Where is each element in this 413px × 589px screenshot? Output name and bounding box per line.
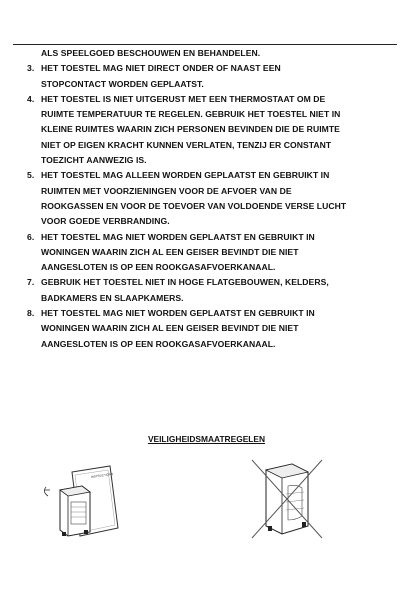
item-text-line: HET TOESTEL MAG NIET WORDEN GEPLAATST EN GEBRUIKT IN [41, 308, 315, 319]
safety-instructions-list [27, 46, 387, 352]
item-text-line: NIET OP EIGEN KRACHT KUNNEN VERLATEN, TENZIJ ER CONSTANT [41, 139, 332, 150]
item-text-line: HET TOESTEL MAG NIET WORDEN GEPLAATST EN GEBRUIKT IN [41, 231, 315, 242]
item-text-line: AANGESLOTEN IS OP EEN ROOKGASAFVOERKANAAL. [41, 262, 276, 273]
top-rule [13, 44, 397, 45]
item-text-line: RUIMTE TEMPERATUUR TE REGELEN. GEBRUIK HET TOESTEL NIET IN [41, 109, 341, 120]
heater-with-manual-icon [40, 462, 130, 544]
manual-label: INSTRUCTIONS [90, 471, 114, 479]
item-text-line: AANGESLOTEN IS OP EEN ROOKGASAFVOERKANAAL. [41, 338, 276, 349]
list-item [27, 275, 387, 306]
heater-prohibited-icon [248, 456, 328, 542]
item-text-line: HET TOESTEL MAG NIET DIRECT ONDER OF NAAST EEN [41, 63, 281, 74]
list-item [27, 306, 387, 352]
continuation-text: ALS SPEELGOED BESCHOUWEN EN BEHANDELEN. [41, 48, 261, 58]
item-text-line: ROOKGASSEN EN VOOR DE TOEVOER VAN VOLDOENDE VERSE LUCHT [41, 200, 347, 211]
item-text-line: WONINGEN WAARIN ZICH AL EEN GEISER BEVINDT DIE NIET [41, 246, 299, 257]
item-text-line: STOPCONTACT WORDEN GEPLAATST. [41, 78, 204, 89]
item-text-line: WONINGEN WAARIN ZICH AL EEN GEISER BEVINDT DIE NIET [41, 323, 299, 334]
item-text-line: GEBRUIK HET TOESTEL NIET IN HOGE FLATGEBOUWEN, KELDERS, [41, 277, 329, 288]
numbered-items [27, 61, 387, 352]
item-text-line: BADKAMERS EN SLAAPKAMERS. [41, 292, 184, 303]
item-number: 7. [27, 277, 35, 288]
continuation-line [27, 46, 387, 61]
item-text-line: VOOR GOEDE VERBRANDING. [41, 216, 170, 227]
item-text-line: HET TOESTEL IS NIET UITGERUST MET EEN THERMOSTAAT OM DE [41, 93, 326, 104]
list-item [27, 168, 387, 229]
item-text-line: RUIMTEN MET VOORZIENINGEN VOOR DE AFVOER VAN DE [41, 185, 292, 196]
item-text-line: TOEZICHT AANWEZIG IS. [41, 155, 147, 166]
item-number: 4. [27, 93, 35, 104]
list-item [27, 92, 387, 168]
list-item [27, 61, 387, 92]
item-number: 8. [27, 308, 35, 319]
list-item [27, 230, 387, 276]
item-number: 6. [27, 231, 35, 242]
item-text-line: KLEINE RUIMTES WAARIN ZICH PERSONEN BEVINDEN DIE DE RUIMTE [41, 124, 340, 135]
item-number: 3. [27, 63, 35, 74]
item-text-line: HET TOESTEL MAG ALLEEN WORDEN GEPLAATST EN GEBRUIKT IN [41, 170, 330, 181]
item-number: 5. [27, 170, 35, 181]
section-heading: VEILIGHEIDSMAATREGELEN [147, 434, 266, 444]
